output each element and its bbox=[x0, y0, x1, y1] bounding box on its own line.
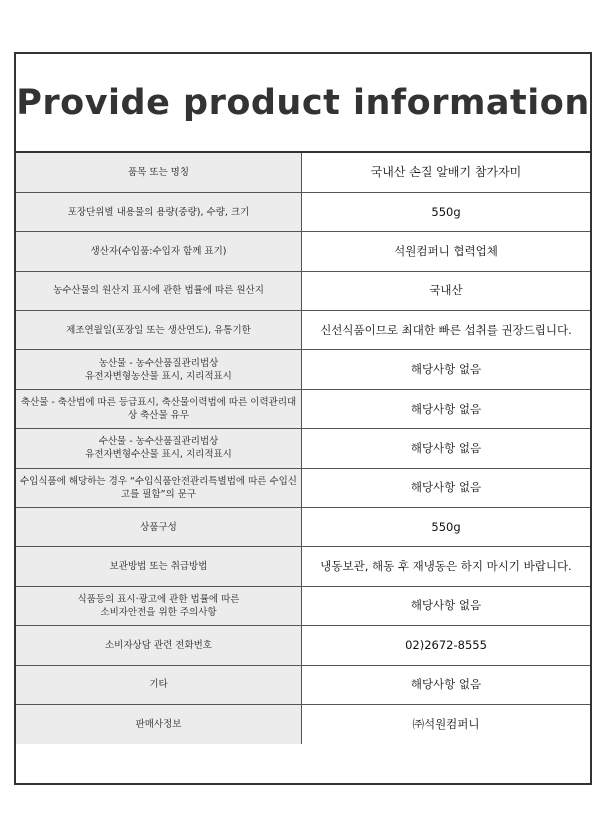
row-value: 02)2672-8555 bbox=[302, 626, 591, 665]
row-label: 생산자(수입품:수입자 함께 표기) bbox=[16, 232, 302, 271]
row-label: 농산물 - 농수산품질관리법상 유전자변형농산물 표시, 지리적표시 bbox=[16, 350, 302, 389]
row-value: 해당사항 없음 bbox=[302, 350, 591, 389]
row-label: 제조연월일(포장일 또는 생산연도), 유통기한 bbox=[16, 311, 302, 350]
row-value: 국내산 손질 알배기 참가자미 bbox=[370, 164, 522, 179]
row-value: 해당사항 없음 bbox=[302, 389, 591, 428]
row-value: 해당사항 없음 bbox=[302, 429, 591, 468]
row-value: 해당사항 없음 bbox=[302, 665, 591, 704]
table-row bbox=[16, 389, 590, 428]
table-row bbox=[16, 704, 590, 743]
row-value: 550g bbox=[302, 508, 591, 547]
row-value: 국내산 bbox=[302, 271, 591, 310]
row-label: 판매사정보 bbox=[16, 704, 302, 743]
row-value: ㈜석원컴퍼니 bbox=[302, 704, 591, 743]
table-row bbox=[16, 626, 590, 665]
table-row bbox=[16, 429, 590, 468]
row-value: 550g bbox=[302, 192, 591, 231]
table-row bbox=[16, 547, 590, 586]
table-row bbox=[16, 192, 590, 231]
table-row bbox=[16, 232, 590, 271]
row-label: 농수산물의 원산지 표시에 관한 법률에 따른 원산지 bbox=[16, 271, 302, 310]
table-row bbox=[16, 508, 590, 547]
row-label: 기타 bbox=[16, 665, 302, 704]
row-value: 신선식품이므로 최대한 빠른 섭취를 권장드립니다. bbox=[302, 311, 591, 350]
table-row bbox=[16, 586, 590, 625]
table-row bbox=[16, 153, 590, 192]
row-label: 포장단위별 내용물의 용량(중량), 수량, 크기 bbox=[16, 192, 302, 231]
table-row bbox=[16, 468, 590, 507]
row-label: 수입식품에 해당하는 경우 “수입식품안전관리특별법에 따른 수입신고를 필함”의 문구 bbox=[16, 468, 302, 507]
table-row bbox=[16, 271, 590, 310]
table-row bbox=[16, 350, 590, 389]
page-title: Provide product information bbox=[16, 82, 590, 123]
row-value: 해당사항 없음 bbox=[302, 586, 591, 625]
row-label: 소비자상담 관련 전화번호 bbox=[16, 626, 302, 665]
row-value: 해당사항 없음 bbox=[302, 468, 591, 507]
row-label: 수산물 - 농수산품질관리법상 유전자변형수산물 표시, 지리적표시 bbox=[16, 429, 302, 468]
row-label: 축산물 - 축산법에 따른 등급표시, 축산물이력법에 따른 이력관리대상 축산물 유무 bbox=[16, 389, 302, 428]
row-value: 석원컴퍼니 협력업체 bbox=[302, 232, 591, 271]
row-label: 품목 또는 명칭 bbox=[16, 153, 302, 192]
title-box bbox=[16, 54, 590, 153]
table-row bbox=[16, 311, 590, 350]
product-info-table bbox=[16, 153, 590, 744]
product-info-sheet bbox=[14, 52, 592, 785]
row-label: 식품등의 표시·광고에 관한 법률에 따른 소비자안전을 위한 주의사항 bbox=[16, 586, 302, 625]
row-value: 냉동보관, 해동 후 재냉동은 하지 마시기 바랍니다. bbox=[302, 547, 591, 586]
row-label: 보관방법 또는 취급방법 bbox=[16, 547, 302, 586]
table-row bbox=[16, 665, 590, 704]
row-label: 상품구성 bbox=[16, 508, 302, 547]
